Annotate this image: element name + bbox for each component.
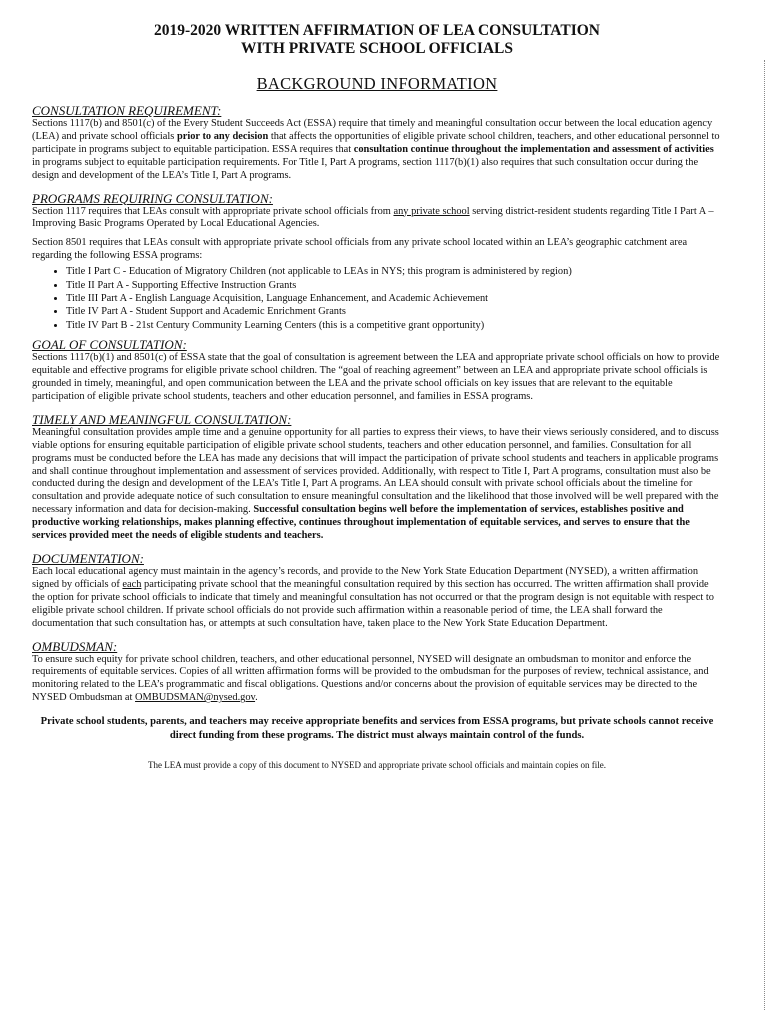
documentation-paragraph: Each local educational agency must maintain in the agency’s records, and provide to the New York State Education Department (NYSED), a written affirmation signed by officials of each participating private school that the meaningful consultation required by this section has occurred. The written affirmation shall provide the option for private school officials to indicate that timely and meaningful consultation has not occurred or that the program design is not equitable with respect to eligible private school children. If private school officials do not provide such affirmation within a reasonable period of time, the LEA shall forward the documentation that such consultation has, or attempts at such consultation have, taken place to the New York State Education Department.	[32, 565, 714, 629]
section-documentation	[32, 552, 722, 631]
section-programs-requiring-consultation	[32, 192, 722, 333]
consultation-heading: CONSULTATION REQUIREMENT:	[32, 103, 222, 118]
ombudsman-paragraph: To ensure such equity for private school children, teachers, and other educational personnel, NYSED will designate an ombudsman to monitor and enforce the requirements of equitable services. Copies of all written affirmation forms will be provided to the ombudsman for the purposes of review, technical assistance, and monitoring related to the LEA’s programmatic and fiscal obligations. Questions and/or concerns about the provision of equitable services may be directed to the NYSED Ombudsman at OMBUDSMAN@nysed.gov.	[32, 653, 709, 704]
section-goal-of-consultation	[32, 338, 722, 404]
programs-paragraph-1: Section 1117 requires that LEAs consult with appropriate private school officials from any private school serving district-resident students regarding Title I Part A – Improving Basic Programs Operated by Local Educational Agencies.	[32, 205, 714, 230]
programs-heading: PROGRAMS REQUIRING CONSULTATION:	[32, 190, 273, 206]
timely-heading: TIMELY AND MEANINGFUL CONSULTATION:	[32, 411, 292, 427]
list-item: • Title III Part A - English Language Acquisition, Language Enhancement, and Academic Achievement	[66, 292, 722, 305]
document-title-line1: 2019-2020 WRITTEN AFFIRMATION OF LEA CONSULTATION	[154, 22, 600, 39]
section-ombudsman	[32, 640, 722, 706]
consultation-paragraph: Sections 1117(b) and 8501(c) of the Every Student Succeeds Act (ESSA) require that timely and meaningful consultation occur between the local education agency (LEA) and private school officials prior to any decision that affects the opportunities of eligible private school children, teachers, and other educational personnel to participate in programs subject to equitable participation. ESSA requires that consultation continue throughout the implementation and assessment of activities in programs subject to equitable participation requirements. For Title I, Part A programs, section 1117(b)(1) also requires that such consultation occur during the design and development of the LEA’s Title I, Part A programs.	[32, 118, 720, 181]
footer-note: The LEA must provide a copy of this document to NYSED and appropriate private school officials and maintain copies on file.	[148, 759, 606, 770]
section-consultation-requirement	[32, 104, 722, 183]
list-item: • Title IV Part A - Student Support and Academic Enrichment Grants	[66, 305, 722, 318]
section-timely-meaningful-consultation	[32, 413, 722, 543]
documentation-heading: DOCUMENTATION:	[32, 550, 144, 566]
timely-paragraph: Meaningful consultation provides ample time and a genuine opportunity for all parties to express their views, to have their views seriously considered, and to discuss viable options for ensuring equitable participation of eligible private school students, teachers and other education personnel, and families. Consultation for all programs must be conducted before the LEA has made any decisions that will impact the participation of private school students and teachers in applicable programs and shall continue throughout implementation and assessment of services provided. Additionally, with respect to Title I, Part A programs, consultation must also be conducted during the design and development of the LEA’s Title I, Part A programs. An LEA should consult with private school officials about the timeline for consultation and provide adequate notice of such consultation to ensure meaningful consultation and the likelihood that those involved will be well prepared with the necessary information and data for decision-making. Successful consultation begins well before the implementation of services, establishes positive and productive working relationships, makes planning effective, continues throughout implementation of equitable services, and serves to ensure that the services provided meet the needs of eligible students and teachers.	[32, 426, 719, 542]
document-page	[32, 22, 722, 770]
list-item: • Title II Part A - Supporting Effective Instruction Grants	[66, 279, 722, 292]
scan-edge-divider	[764, 60, 766, 1010]
programs-paragraph-2: Section 8501 requires that LEAs consult with appropriate private school officials from any private school located within an LEA’s geographic catchment area regarding the following ESSA programs:	[32, 237, 688, 262]
ombudsman-email-link[interactable]: OMBUDSMAN@nysed.gov	[135, 692, 256, 704]
list-item: • Title I Part C - Education of Migratory Children (not applicable to LEAs in NYS; this program is administered by region)	[66, 265, 722, 278]
programs-list	[32, 265, 722, 332]
goal-heading: GOAL OF CONSULTATION:	[32, 337, 187, 353]
list-item: • Title IV Part B - 21st Century Community Learning Centers (this is a competitive grant opportunity)	[66, 319, 722, 332]
goal-paragraph: Sections 1117(b)(1) and 8501(c) of ESSA state that the goal of consultation is agreement between the LEA and appropriate private school officials on how to provide equitable and effective programs for eligible private school children. The “goal of reaching agreement” between an LEA and appropriate private school officials is grounded in timely, meaningful, and open communication between the LEA and the private school officials on key issues that are relevant to the equitable participation of eligible private school students, teachers and other education personnel, and families in ESSA programs.	[32, 352, 720, 402]
background-heading: BACKGROUND INFORMATION	[256, 74, 498, 93]
closing-statement: Private school students, parents, and teachers may receive appropriate benefits and services from ESSA programs, but private schools cannot receive direct funding from these programs. The district must always maintain control of the funds.	[40, 716, 714, 741]
document-title-line2: WITH PRIVATE SCHOOL OFFICIALS	[240, 40, 514, 57]
ombudsman-heading: OMBUDSMAN:	[32, 638, 118, 654]
